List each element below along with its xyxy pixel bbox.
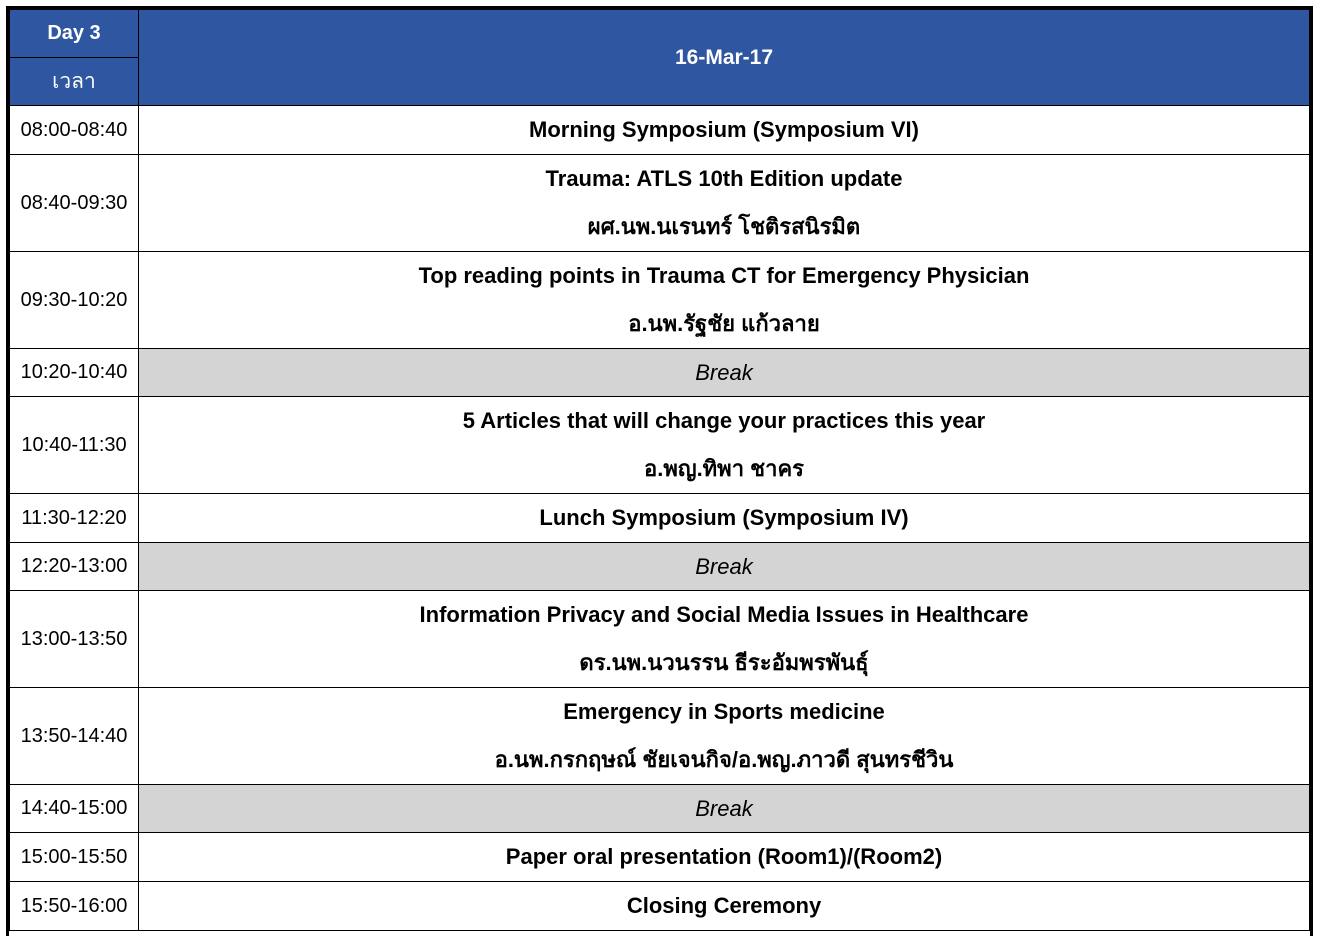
time-cell: 11:30-12:20 <box>10 494 139 543</box>
session-speaker: ผศ.นพ.นเรนทร์ โชติรสนิรมิต <box>587 214 861 239</box>
session-cell <box>139 688 1310 785</box>
session-cell <box>139 252 1310 349</box>
session-cell <box>139 591 1310 688</box>
break-cell <box>139 349 1310 397</box>
schedule-table <box>9 9 1310 931</box>
session-cell <box>139 106 1310 155</box>
time-header: เวลา <box>10 58 139 106</box>
break-label: Break <box>695 795 753 821</box>
session-title: Lunch Symposium (Symposium IV) <box>539 505 909 530</box>
break-row <box>10 349 1310 397</box>
time-cell: 08:40-09:30 <box>10 155 139 252</box>
session-speaker: ดร.นพ.นวนรรน ธีระอัมพรพันธุ์ <box>579 650 869 675</box>
time-cell: 13:50-14:40 <box>10 688 139 785</box>
table-row <box>10 252 1310 349</box>
session-title: Top reading points in Trauma CT for Emergency Physician <box>418 263 1030 288</box>
session-cell <box>139 882 1310 931</box>
time-cell: 10:20-10:40 <box>10 349 139 397</box>
session-title: Closing Ceremony <box>626 893 822 918</box>
break-row <box>10 785 1310 833</box>
table-row <box>10 591 1310 688</box>
break-label: Break <box>695 359 753 385</box>
session-speaker: อ.นพ.รัฐชัย แก้วลาย <box>628 311 820 336</box>
session-title: Information Privacy and Social Media Issues in Healthcare <box>419 602 1029 627</box>
break-cell <box>139 785 1310 833</box>
table-row <box>10 106 1310 155</box>
time-cell: 13:00-13:50 <box>10 591 139 688</box>
time-cell: 14:40-15:00 <box>10 785 139 833</box>
session-title: Trauma: ATLS 10th Edition update <box>545 166 903 191</box>
session-title: Paper oral presentation (Room1)/(Room2) <box>505 844 943 869</box>
table-row <box>10 494 1310 543</box>
time-cell: 08:00-08:40 <box>10 106 139 155</box>
break-row <box>10 543 1310 591</box>
session-title: Morning Symposium (Symposium VI) <box>529 117 919 142</box>
session-speaker: อ.นพ.กรกฤษณ์ ชัยเจนกิจ/อ.พญ.ภาวดี สุนทรชีวิน <box>494 747 954 772</box>
table-row <box>10 397 1310 494</box>
date-header: 16-Mar-17 <box>139 10 1310 106</box>
table-row <box>10 688 1310 785</box>
session-cell <box>139 155 1310 252</box>
session-cell <box>139 833 1310 882</box>
table-row <box>10 155 1310 252</box>
break-cell <box>139 543 1310 591</box>
table-row <box>10 882 1310 931</box>
session-title: Emergency in Sports medicine <box>563 699 885 724</box>
time-cell: 15:00-15:50 <box>10 833 139 882</box>
session-cell <box>139 397 1310 494</box>
session-title: 5 Articles that will change your practices this year <box>462 408 986 433</box>
time-cell: 10:40-11:30 <box>10 397 139 494</box>
session-cell <box>139 494 1310 543</box>
header-row <box>10 10 1310 58</box>
table-row <box>10 833 1310 882</box>
session-speaker: อ.พญ.ทิพา ชาคร <box>644 456 804 481</box>
day-header: Day 3 <box>10 10 139 58</box>
break-label: Break <box>695 553 753 579</box>
time-cell: 15:50-16:00 <box>10 882 139 931</box>
time-cell: 12:20-13:00 <box>10 543 139 591</box>
time-cell: 09:30-10:20 <box>10 252 139 349</box>
